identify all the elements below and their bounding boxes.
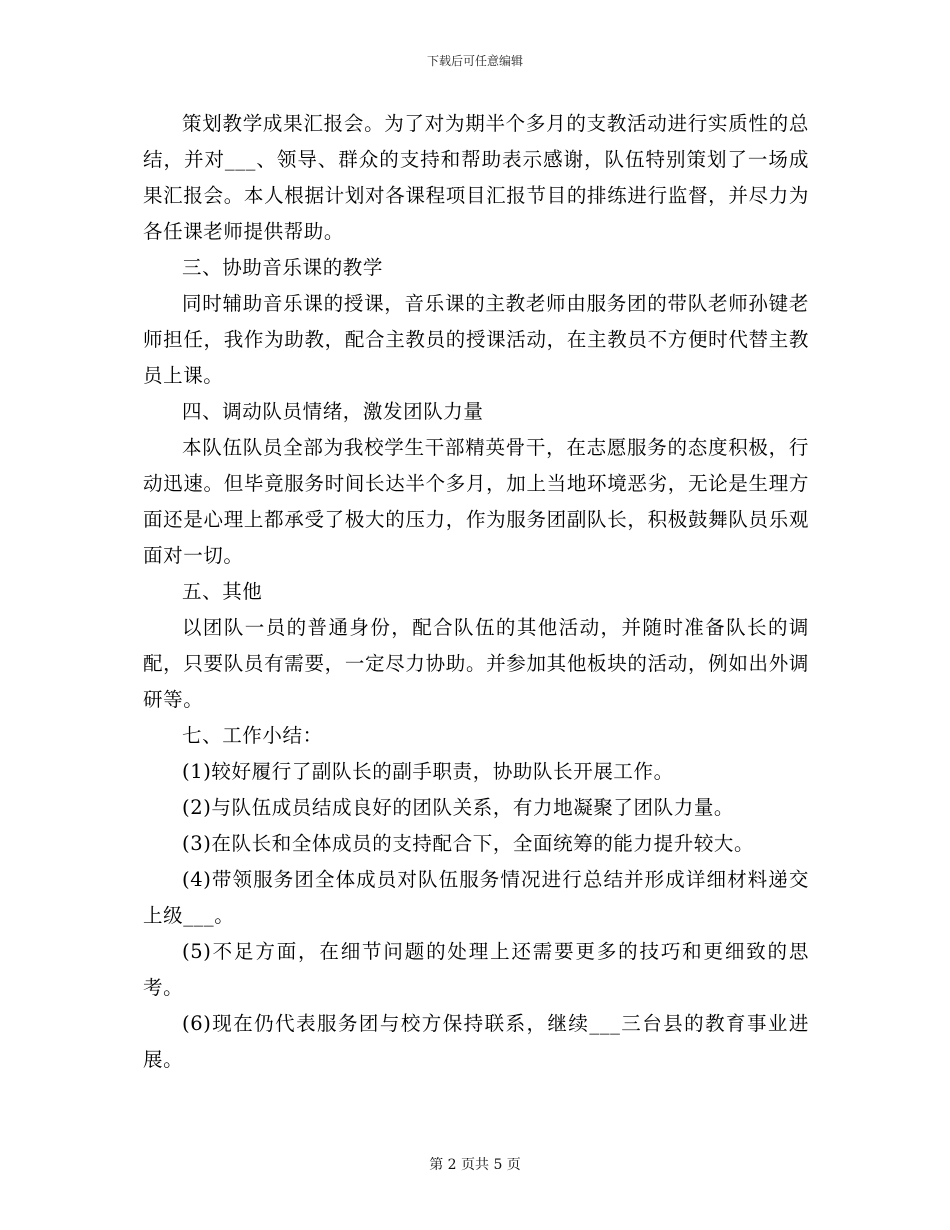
page-header: 下载后可任意编辑 [426, 54, 523, 68]
summary-item-4: (4)带领服务团全体成员对队伍服务情况进行总结并形成详细材料递交上级___。 [143, 868, 809, 927]
paragraph-summary-report-meeting: 策划教学成果汇报会。为了对为期半个多月的支教活动进行实质性的总结，并对___、领导、群众的支持和帮助表示感谢，队伍特别策划了一场成果汇报会。本人根据计划对各课程项目汇报节目的排练进行监督，并尽力为各任课老师提供帮助。 [143, 112, 809, 243]
summary-item-1: (1)较好履行了副队长的副手职责，协助队长开展工作。 [182, 760, 674, 783]
section-heading-work-summary: 七、工作小结： [182, 724, 323, 747]
section-heading-other: 五、其他 [182, 580, 263, 603]
summary-item-2: (2)与队伍成员结成良好的团队关系，有力地凝聚了团队力量。 [182, 796, 735, 819]
paragraph-team-morale: 本队伍队员全部为我校学生干部精英骨干，在志愿服务的态度积极，行动迅速。但毕竟服务时间长达半个多月，加上当地环境恶劣，无论是生理方面还是心理上都承受了极大的压力，作为服务团副队长，积极鼓舞队员乐观面对一切。 [143, 436, 809, 567]
paragraph-music-class: 同时辅助音乐课的授课，音乐课的主教老师由服务团的带队老师孙键老师担任，我作为助教，配合主教员的授课活动，在主教员不方便时代替主教员上课。 [143, 292, 809, 387]
summary-item-6: (6)现在仍代表服务团与校方保持联系，继续___三台县的教育事业进展。 [143, 1012, 809, 1071]
section-heading-music-class: 三、协助音乐课的教学 [182, 256, 384, 279]
document-body [143, 106, 809, 1078]
page-number-footer: 第 2 页共 5 页 [429, 1157, 521, 1173]
section-heading-team-morale: 四、调动队员情绪，激发团队力量 [182, 400, 484, 423]
summary-item-5: (5)不足方面，在细节问题的处理上还需要更多的技巧和更细致的思考。 [143, 940, 809, 999]
paragraph-other: 以团队一员的普通身份，配合队伍的其他活动，并随时准备队长的调配，只要队员有需要，一定尽力协助。并参加其他板块的活动，例如出外调研等。 [143, 616, 809, 711]
summary-item-3: (3)在队长和全体成员的支持配合下，全面统筹的能力提升较大。 [182, 832, 755, 855]
